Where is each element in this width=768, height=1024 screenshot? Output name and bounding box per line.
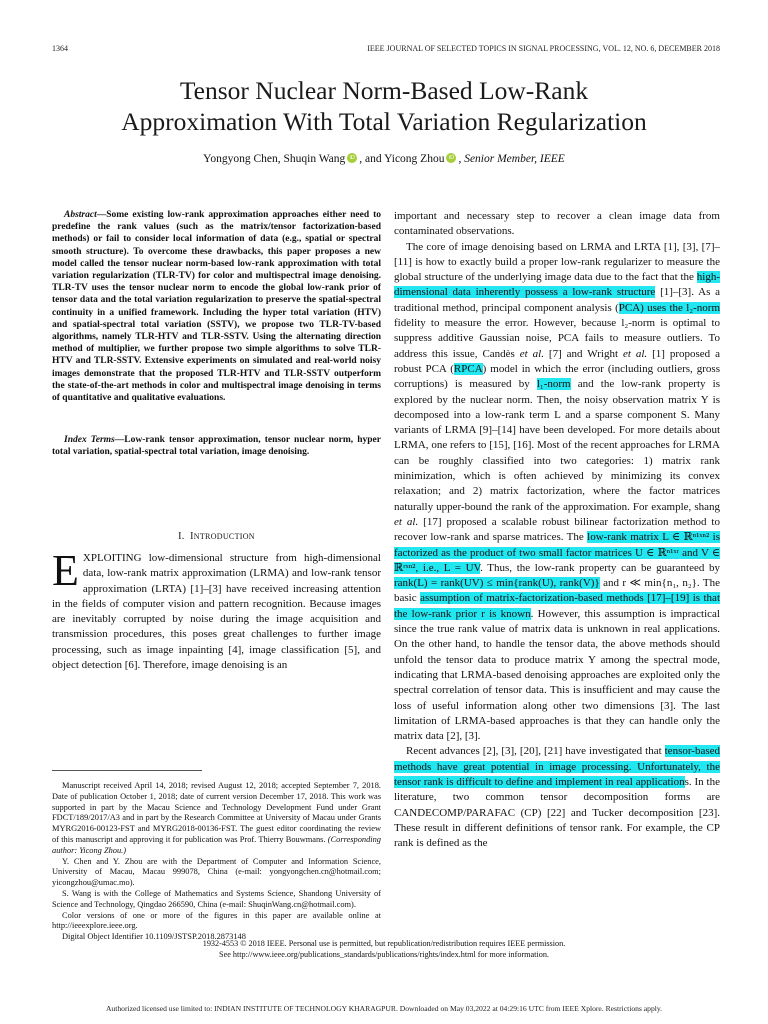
footnote-color-note: Color versions of one or more of the figures in this paper are available online at http://ieeexplore.ieee.org.	[52, 910, 381, 931]
copyright-line-1: 1932-4553 © 2018 IEEE. Personal use is permitted, but republication/redistribution requires IEEE permission.	[202, 939, 566, 948]
highlight: assumption of matrix-factorization-based methods [17]–[19] is that the low-rank prior r is known	[394, 592, 720, 620]
abstract-text: —Some existing low-rank approximation approaches either need to predefine the rank values (such as the matrix/tensor factorization-based methods) or fail to consider local information of data (e.g., spatial or spectral smooth structure). To overcome these drawbacks, this paper proposes a new model called the tensor nuclear norm-based low-rank approximation with total variation regularization (TLR-TV) for color and multispectral image denoising. TLR-TV uses the tensor nuclear norm to encode the global low-rank prior of tensor data and the total variation regularization to preserve the spatial-spectral continuity in a unified framework. Including the hyper total variation (HTV) and spatial-spectral total variation (SSTV), we propose two TLR-TV-based algorithms, namely TLR-HTV and TLR-SSTV. Using the alternating direction method of multiplier, we further propose two simple algorithms to solve TLR-HTV and TLR-SSTV. Extensive experiments on simulated and real-world noisy images demonstrate that the proposed TLR-HTV and TLR-SSTV outperform the state-of-the-art methods in color and multispectral image denoising in terms of quantitative and qualitative evaluations.	[52, 210, 381, 404]
highlight: rank(L) = rank(UV) ≤ min{rank(U), rank(V)}	[394, 577, 600, 590]
author-list	[0, 153, 768, 165]
section-number: I.	[178, 531, 185, 542]
title-line-2: Approximation With Total Variation Regularization	[121, 106, 647, 136]
footnote-affil-2: S. Wang is with the College of Mathematics and Systems Science, Shandong University of Science and Technology, Qingdao 266590, China (e-mail: ShuqinWang.cn@hotmail.com).	[52, 888, 381, 909]
paragraph-continuation: important and necessary step to recover a clean image data from contaminated observations.	[394, 210, 720, 238]
paper-title	[0, 76, 768, 137]
copyright-notice	[0, 938, 768, 960]
footnote	[52, 781, 381, 943]
copyright-line-2: See http://www.ieee.org/publications_standards/publications/rights/index.html for more information.	[219, 950, 549, 959]
title-line-1: Tensor Nuclear Norm-Based Low-Rank	[179, 76, 589, 105]
orcid-icon[interactable]	[446, 153, 456, 163]
footnote-affil-1: Y. Chen and Y. Zhou are with the Department of Computer and Information Science, University of Macau, Macau 999078, China (e-mail: yongyongchen.cn@hotmail.com; yicongzhou@umac.mo).	[52, 856, 381, 888]
footnote-manuscript: Manuscript received April 14, 2018; revised August 12, 2018; accepted September 7, 2018. Date of publication October 1, 2018; date of current version December 17, 2018. This work was supported in part by the Macau Science and Technology Development Fund under Grant FDCT/189/2017/A3 and in part by the Research Committee at University of Macau under Grants MYRG2016-00123-FST and MYRG2018-00136-FST. The guest editor coordinating the review of this manuscript and approving it for publication was Prof. Thierry Bouwmans.	[52, 781, 381, 844]
page-number: 1364	[52, 44, 68, 53]
abstract-lead: Abstract	[64, 210, 97, 220]
license-notice: Authorized licensed use limited to: INDIAN INSTITUTE OF TECHNOLOGY KHARAGPUR. Downloaded on May 03,2022 at 04:29:16 UTC from IEEE Xplore. Restrictions apply.	[105, 1004, 663, 1013]
intro-paragraph	[52, 546, 381, 673]
section-title-rest: NTRODUCTION	[193, 532, 255, 541]
abstract	[52, 209, 381, 404]
intro-first-word: XPLOITING	[82, 552, 142, 564]
paragraph-tensor: Recent advances [2], [3], [20], [21] have investigated that tensor-based methods have great potential in image processing. Unfortunately, the tensor rank is difficult to define and implement in real applications. In the literature, two common tensor decomposition forms are CANDECOMP/PARAFAC (CP) [22] and Tucker decomposition [23]. These result in different definitions of tensor rank. For example, the CP rank is defined as the	[394, 745, 720, 850]
intro-text: low-dimensional structure from high-dimensional data, low-rank matrix approximation (LRMA) and low-rank tensor approximation (LRTA) [1]–[3] have received increasing attention in the fields of computer vision and pattern recognition. Because images are inevitably corrupted by noise during the image acquisition and transmission procedures, this poses great challenges to further image processing, such as image inpainting [4], image classification [5], and object detection [6]. Therefore, image denoising is an	[52, 552, 381, 672]
highlight: low-rank matrix L ∈ ℝⁿ¹ˣⁿ² is factorized as the product of two small factor matrices U ∈ ℝⁿ¹ˣʳ and V ∈ ℝʳˣⁿ², i.e., L = UV	[394, 531, 721, 574]
running-header: IEEE JOURNAL OF SELECTED TOPICS IN SIGNAL PROCESSING, VOL. 12, NO. 6, DECEMBER 2018	[367, 44, 720, 53]
index-terms-text: —Low-rank tensor approximation, tensor nuclear norm, hyper total variation, spatial-spectral total variation, image denoising.	[52, 435, 381, 458]
footnote-doi: Digital Object Identifier 10.1109/JSTSP.2018.2873148	[62, 932, 246, 942]
author-names-1: Yongyong Chen, Shuqin Wang	[203, 153, 346, 165]
footnote-rule	[52, 770, 202, 771]
paragraph-lrma: The core of image denoising based on LRMA and LRTA [1], [3], [7]–[11] is how to exactly build a proper low-rank regularizer to measure the global structure of the underlying image data due to the fact that the high-dimensional data inherently possess a low-rank structure [1]–[3]. As a traditional method, principal component analysis (PCA) uses the l₂-norm fidelity to measure the error. However, because l₂-norm is optimal to suppress additive Gaussian noise, PCA fails to measure outliers. To address this issue, Candès et al. [7] and Wright et al. [1] proposed a robust PCA (RPCA) model in which the error (including outliers, gross corruptions) is measured by l₁-norm and the low-rank property is explored by the nuclear norm. Then, the noisy observation matrix Y is decomposed into a low-rank term L and a sparse component S. Many variants of LRMA [9]–[14] have been developed. For more details about LRMA, one refers to [15], [16]. Most of the recent approaches for LRMA can be roughly classified into two categories: 1) matrix rank minimization, which is often achieved by minimizing its convex relaxation; and 2) matrix factorization, where the factor matrices naturally upper-bound the rank of the approximation. For example, shang et al. [17] proposed a scalable robust bilinear factorization method to recover low-rank and sparse matrices. The low-rank matrix L ∈ ℝⁿ¹ˣⁿ² is factorized as the product of two small factor matrices U ∈ ℝⁿ¹ˣʳ and V ∈ ℝʳˣⁿ², i.e., L = UV. Thus, the low-rank property can be guaranteed by rank(L) = rank(UV) ≤ min{rank(U), rank(V)} and r ≪ min{n₁, n₂}. The basic assumption of matrix-factorization-based methods [17]–[19] is that the low-rank prior r is known. However, this assumption is impractical since the true rank value of matrix data is unknown in real applications. On the other hand, to handle the tensor data, the above methods should unfold the tensor data to produce matrix Y among the spectral mode, indicating that LRMA-based denoising approaches are exploited only the spectral correlation of tensor data. This is insufficient and may cause the loss of useful information along other two dimensions [3]. The last limitation of LRMA-based approaches is that they can handle only the matrix data [2], [3].	[394, 240, 721, 743]
highlight: l₁-norm	[536, 378, 571, 391]
section-title-initial: I	[190, 531, 194, 542]
right-column-text	[394, 209, 720, 851]
orcid-icon[interactable]	[347, 153, 357, 163]
index-terms-lead: Index Terms	[64, 435, 115, 445]
highlight: tensor-based methods have great potential in image processing. Unfortunately, the tensor rank is difficult to define and implement in real application	[394, 745, 720, 788]
section-heading	[52, 531, 381, 542]
highlight: high-dimensional data inherently possess a low-rank structure	[394, 271, 720, 299]
index-terms	[52, 434, 381, 458]
footnote-corresponding: (Corresponding author: Yicong Zhou.)	[52, 834, 381, 855]
author-names-2: , and Yicong Zhou	[359, 153, 445, 165]
drop-cap: E	[52, 546, 79, 595]
highlight: PCA) uses the l₂-norm	[618, 301, 720, 314]
author-role: , Senior Member, IEEE	[458, 153, 565, 165]
highlight: RPCA	[453, 362, 483, 375]
